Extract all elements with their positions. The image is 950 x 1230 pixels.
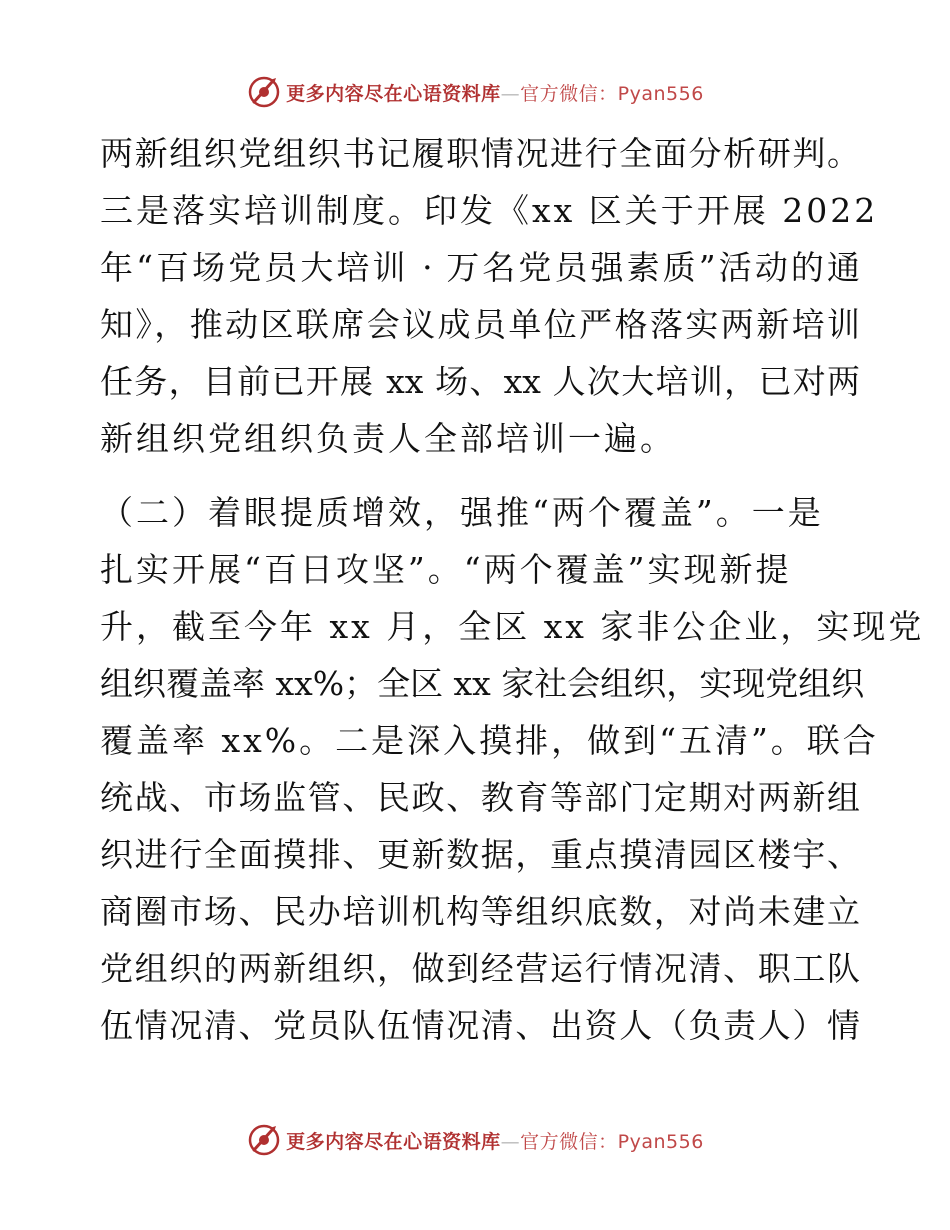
watermark-main-text: 更多内容尽在心语资料库 <box>286 1130 501 1153</box>
text-line: 三是落实培训制度。印发《xx 区关于开展 2022 <box>100 191 879 230</box>
text-line: 扎实开展“百日攻坚”。“两个覆盖”实现新提 <box>100 550 792 589</box>
watermark-separator: — <box>500 82 521 105</box>
header-watermark <box>0 72 950 112</box>
paragraph-2 <box>100 484 925 1054</box>
text-line: 商圈市场、民办培训机构等组织底数，对尚未建立 <box>100 892 860 931</box>
watermark-main-text: 更多内容尽在心语资料库 <box>286 82 501 105</box>
watermark-account: 官方微信：Pyan556 <box>520 1130 704 1153</box>
text-line: 覆盖率 xx%。二是深入摸排，做到“五清”。联合 <box>100 721 879 760</box>
watermark-separator: — <box>500 1130 521 1153</box>
text-line: 统战、市场监管、民政、教育等部门定期对两新组 <box>100 778 860 817</box>
brand-logo-icon <box>246 1122 282 1158</box>
footer-watermark <box>0 1120 950 1160</box>
text-line: 织进行全面摸排、更新数据，重点摸清园区楼宇、 <box>100 835 860 874</box>
document-body <box>100 125 925 1054</box>
text-line: 伍情况清、党员队伍情况清、出资人（负责人）情 <box>100 1006 860 1045</box>
text-line: 升，截至今年 xx 月，全区 xx 家非公企业，实现党 <box>100 607 925 646</box>
text-line: 知》，推动区联席会议成员单位严格落实两新培训 <box>100 305 860 344</box>
text-line: 任务，目前已开展 xx 场、xx 人次大培训，已对两 <box>100 362 860 401</box>
brand-logo-icon <box>246 74 282 110</box>
text-line: 党组织的两新组织，做到经营运行情况清、职工队 <box>100 949 860 988</box>
watermark-account: 官方微信：Pyan556 <box>520 82 704 105</box>
text-line: 组织覆盖率 xx%；全区 xx 家社会组织，实现党组织 <box>100 664 865 703</box>
text-line: 年“百场党员大培训 · 万名党员强素质”活动的通 <box>100 248 860 287</box>
text-line: （二）着眼提质增效，强推“两个覆盖”。一是 <box>100 493 824 532</box>
text-line: 两新组织党组织书记履职情况进行全面分析研判。 <box>100 134 860 173</box>
text-line: 新组织党组织负责人全部培训一遍。 <box>100 419 676 458</box>
paragraph-1 <box>100 125 879 467</box>
